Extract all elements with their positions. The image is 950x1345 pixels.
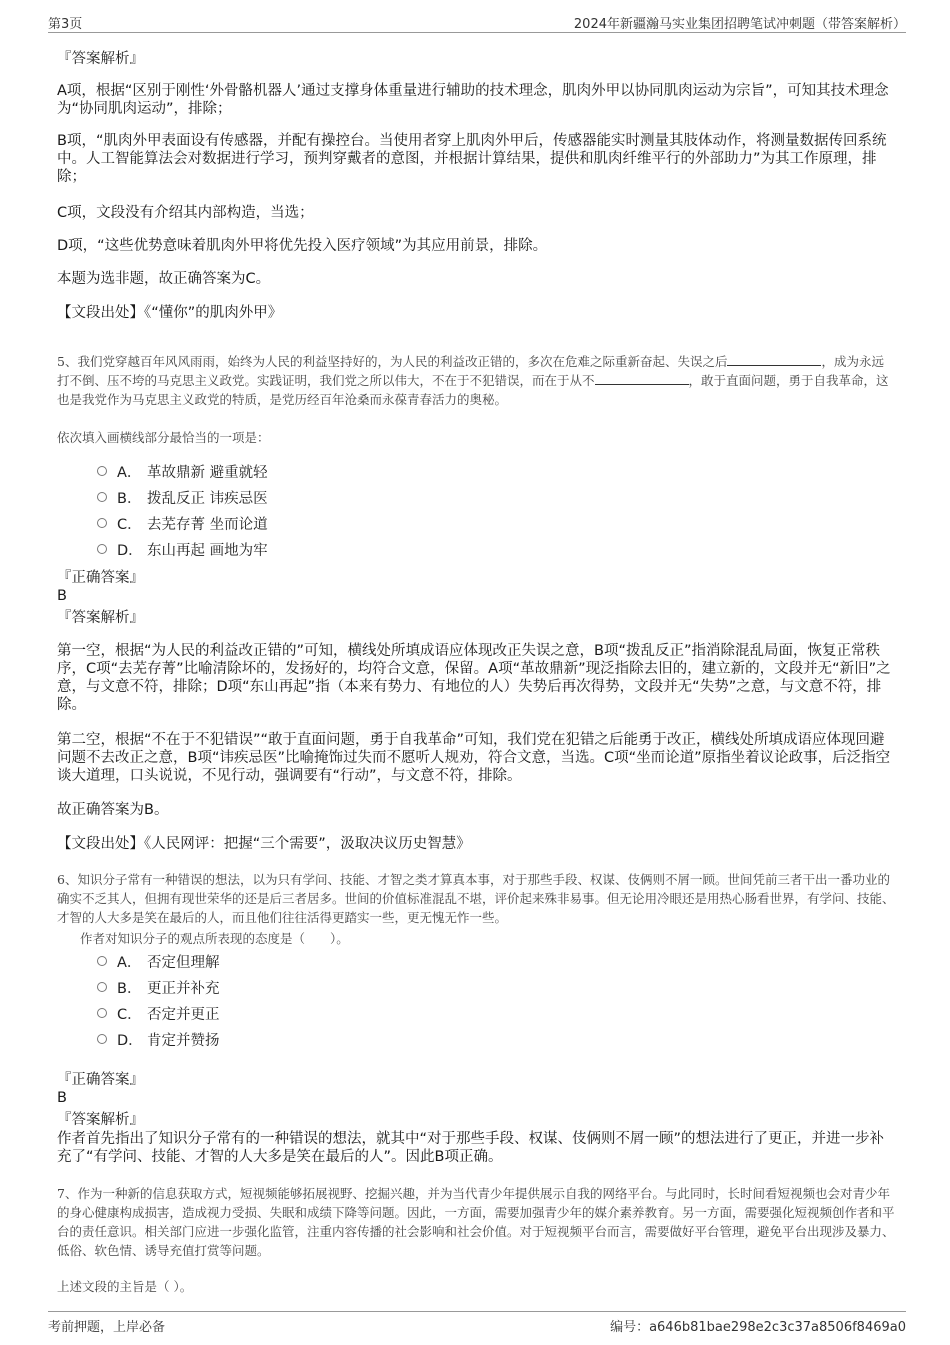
footer-slogan: 考前押题，上岸必备 xyxy=(48,1320,166,1335)
q6-option-d[interactable]: D． 肯定并赞扬 xyxy=(97,1026,220,1052)
q6-option-b[interactable]: B． 更正并补充 xyxy=(97,974,220,1000)
q5-conclusion: 故正确答案为B。 xyxy=(57,802,169,818)
q5-option-a[interactable]: A． 革故鼎新 避重就轻 xyxy=(97,458,268,484)
radio-icon[interactable] xyxy=(97,466,107,476)
q5-options xyxy=(97,458,268,562)
document-code: 编号：a646b81bae298e2c3c37a8506f8469a0 xyxy=(610,1320,906,1335)
q5-analysis-2: 第二空，根据“不在于不犯错误”“敢于直面问题，勇于自我革命”可知，我们党在犯错之后能勇于改正，横线处所填成语应体现回避问题不去改正之意，B项“讳疾忌医”比喻掩饰过失而不愿听人规劝，符合文意，当选。C项“坐而论道”原指坐着议论政事，后泛指空谈大道理，口头说说，不见行动，强调要有“行动”，与文意不符，排除。 xyxy=(57,732,891,784)
q4-source: 【文段出处】《“懂你”的肌肉外甲》 xyxy=(57,305,283,321)
q5-blank-1 xyxy=(727,353,821,366)
q4-analysis-b: B项，“肌肉外甲表面设有传感器，并配有操控台。当使用者穿上肌肉外甲后，传感器能实时测量其肢体动作，将测量数据传回系统中。人工智能算法会对数据进行学习，预判穿戴者的意图，并根据计算结果，提供和肌肉纤维平行的外部助力”为其工作原理，排除； xyxy=(57,133,887,185)
q6-correct-label: 『正确答案』 xyxy=(57,1072,144,1088)
q4-analysis-c: C项，文段没有介绍其内部构造，当选； xyxy=(57,205,314,221)
q4-analysis-label: 『答案解析』 xyxy=(57,51,144,67)
q6-prompt: 作者对知识分子的观点所表现的态度是（ ）。 xyxy=(80,931,349,946)
q5-prompt: 依次填入画横线部分最恰当的一项是： xyxy=(57,430,270,445)
radio-icon[interactable] xyxy=(97,956,107,966)
q6-stem: 6、知识分子常有一种错误的想法，以为只有学问、技能、才智之类才算真本事，对于那些手段、权谋、伎俩则不屑一顾。世间凭前三者干出一番功业的确实不乏其人，但拥有现世荣华的还是后三者居多。世间的价值标准混乱不堪，评价起来殊非易事。但无论用冷眼还是用热心肠看世界，有学问、技能、才智的人大多是笑在最后的人，而且他们往往活得更踏实一些，更无愧无怍一些。 xyxy=(57,872,895,925)
q5-option-d[interactable]: D． 东山再起 画地为牢 xyxy=(97,536,268,562)
q5-analysis-label: 『答案解析』 xyxy=(57,610,144,626)
page-header xyxy=(48,10,906,33)
radio-icon[interactable] xyxy=(97,518,107,528)
q6-analysis-label: 『答案解析』 xyxy=(57,1112,144,1128)
q5-stem: 5、我们党穿越百年风风雨雨，始终为人民的利益坚持好的，为人民的利益改正错的，多次在危难之际重新奋起、失误之后 ，成为永远打不倒、压不垮的马克思主义政党。实践证明，我们党之所以伟大，不在于不犯错误，而在于从不 ，敢于直面问题，勇于自我革命，这也是我党作为马克思主义政党的特质，是党历经百年沧桑而永葆青春活力的奥秘。 xyxy=(57,354,889,407)
q7-prompt: 上述文段的主旨是（ ）。 xyxy=(57,1279,193,1294)
q5-analysis-1: 第一空，根据“为人民的利益改正错的”可知，横线处所填成语应体现改正失误之意，B项“拨乱反正”指消除混乱局面，恢复正常秩序，C项“去芜存菁”比喻清除坏的，发扬好的，均符合文意，保留。A项“革故鼎新”现泛指除去旧的，建立新的，文段并无“新旧”之意，与文意不符，排除；D项“东山再起”指（本来有势力、有地位的人）失势后再次得势，文段并无“失势”之意，与文意不符，排除。 xyxy=(57,643,891,713)
q5-source: 【文段出处】《人民网评：把握“三个需要”，汲取决议历史智慧》 xyxy=(57,836,471,852)
radio-icon[interactable] xyxy=(97,982,107,992)
radio-icon[interactable] xyxy=(97,492,107,502)
q5-option-b[interactable]: B． 拨乱反正 讳疾忌医 xyxy=(97,484,268,510)
q5-blank-2 xyxy=(595,372,689,385)
q5-correct-answer: B xyxy=(57,588,67,604)
q7-stem: 7、作为一种新的信息获取方式，短视频能够拓展视野、挖掘兴趣，并为当代青少年提供展示自我的网络平台。与此同时，长时间看短视频也会对青少年的身心健康构成损害，造成视力受损、失眠和成绩下降等问题。因此，一方面，需要加强青少年的媒介素养教育。另一方面，需要强化短视频创作者和平台的责任意识。相关部门应进一步强化监管，注重内容传播的社会影响和社会价值。对于短视频平台而言，需要做好平台管理，避免平台出现涉及暴力、低俗、软色情、诱导充值打赏等问题。 xyxy=(57,1186,895,1258)
q5-correct-label: 『正确答案』 xyxy=(57,570,144,586)
q6-analysis: 作者首先指出了知识分子常有的一种错误的想法，就其中“对于那些手段、权谋、伎俩则不屑一顾”的想法进行了更正，并进一步补充了“有学问、技能、才智的人大多是笑在最后的人”。因此B项正确。 xyxy=(57,1131,885,1165)
q6-option-c[interactable]: C． 否定并更正 xyxy=(97,1000,220,1026)
page-footer xyxy=(48,1311,906,1336)
q4-analysis-a: A项，根据“区别于刚性‘外骨骼机器人’通过支撑身体重量进行辅助的技术理念，肌肉外甲以协同肌肉运动为宗旨”，可知其技术理念为“协同肌肉运动”，排除； xyxy=(57,83,889,117)
document-title: 2024年新疆瀚马实业集团招聘笔试冲刺题（带答案解析） xyxy=(573,17,906,32)
q4-conclusion: 本题为选非题，故正确答案为C。 xyxy=(57,271,271,287)
page-number: 第3页 xyxy=(48,17,83,32)
q6-option-a[interactable]: A． 否定但理解 xyxy=(97,948,220,974)
q6-options xyxy=(97,948,220,1052)
radio-icon[interactable] xyxy=(97,1034,107,1044)
radio-icon[interactable] xyxy=(97,1008,107,1018)
q6-correct-answer: B xyxy=(57,1090,67,1106)
radio-icon[interactable] xyxy=(97,544,107,554)
q5-option-c[interactable]: C． 去芜存菁 坐而论道 xyxy=(97,510,268,536)
q4-analysis-d: D项，“这些优势意味着肌肉外甲将优先投入医疗领域”为其应用前景，排除。 xyxy=(57,238,548,254)
